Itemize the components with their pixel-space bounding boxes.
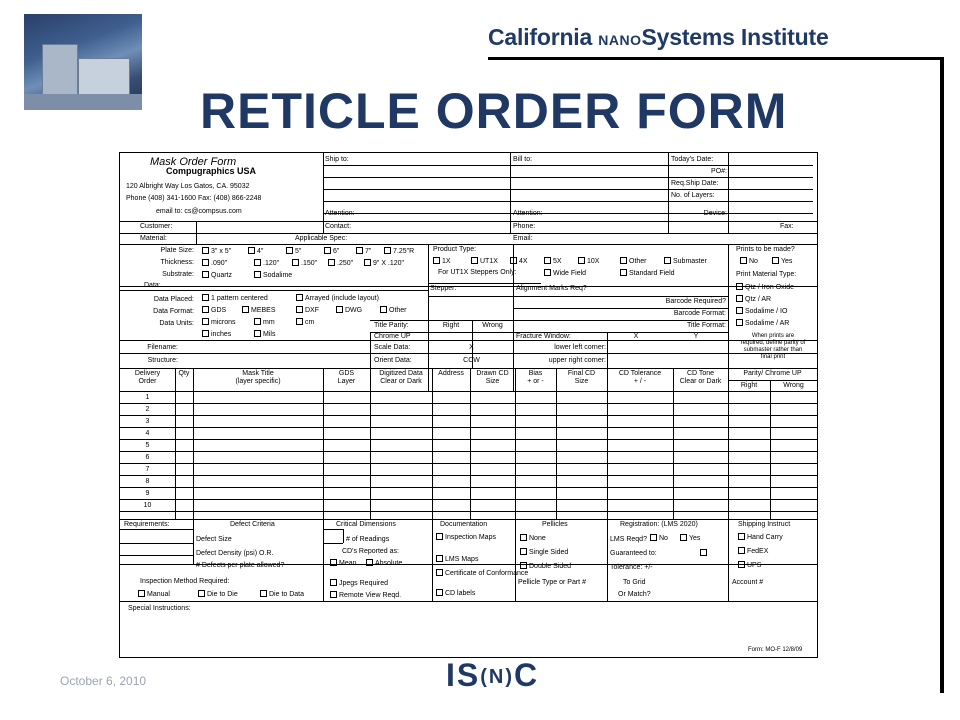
- plate-opt-1[interactable]: 3" x 5": [202, 247, 231, 256]
- title-parity-label: Title Parity:: [374, 322, 409, 329]
- parity-wrong: Wrong: [482, 322, 503, 329]
- print-material-label: Print Material Type:: [736, 271, 797, 278]
- guaranteed-label: Guaranteed to:: [610, 550, 657, 557]
- req-ship-date-label: Req.Ship Date:: [671, 180, 719, 187]
- row-number: 4: [145, 430, 150, 437]
- product-type-label: Product Type:: [433, 246, 477, 253]
- data-placed-label: Data Placed:: [153, 296, 194, 303]
- building-photo: [24, 14, 142, 110]
- page-title: RETICLE ORDER FORM: [200, 83, 788, 139]
- thick-opt-5[interactable]: 9" X .120": [364, 259, 404, 268]
- to-grid-label: To Grid: [623, 579, 646, 586]
- placed-opt-1[interactable]: 1 pattern centered: [202, 294, 268, 303]
- data-units-label: Data Units:: [159, 320, 194, 327]
- remote-view-option[interactable]: Remote View Reqd.: [330, 591, 401, 600]
- col-qty: Qty: [178, 370, 190, 377]
- plate-size-label: Plate Size:: [160, 247, 194, 254]
- placed-opt-2[interactable]: Arrayed (include layout): [296, 294, 379, 303]
- thick-opt-2[interactable]: .120": [254, 259, 279, 268]
- for-ut1x-label: For UT1X Steppers Only:: [438, 269, 517, 276]
- col-parity-right: Right: [740, 382, 758, 389]
- plate-opt-4[interactable]: 6": [324, 247, 339, 256]
- po-label: PO#:: [711, 168, 727, 175]
- thick-opt-4[interactable]: .250": [328, 259, 353, 268]
- row-number: 9: [145, 490, 150, 497]
- insp-opt-2[interactable]: Die to Die: [198, 590, 238, 599]
- ship-attention-label: Attention:: [325, 210, 355, 217]
- reticle-order-form: [119, 152, 818, 658]
- header-rule: [488, 57, 944, 60]
- num-layers-label: No. of Layers:: [671, 192, 715, 199]
- standard-field-option[interactable]: Standard Field: [620, 269, 675, 278]
- filename-label: Filename:: [147, 344, 178, 351]
- format-opt-2[interactable]: MEBES: [242, 306, 276, 315]
- todays-date-label: Today's Date:: [671, 156, 714, 163]
- orient-value: CCW: [463, 357, 480, 364]
- defect-density-label: Defect Density (psi) O.R.: [196, 550, 274, 557]
- row-number: 2: [145, 406, 150, 413]
- critical-dims-label: Critical Dimensions: [336, 521, 396, 528]
- pellicle-type-label: Pellicle Type or Part #: [518, 579, 586, 586]
- format-opt-4[interactable]: DWG: [336, 306, 362, 315]
- sub-opt-2[interactable]: Sodalime: [254, 271, 292, 280]
- sub-opt-1[interactable]: Quartz: [202, 271, 232, 280]
- unit-opt-5[interactable]: Mils: [254, 330, 275, 339]
- bill-attention-label: Attention:: [513, 210, 543, 217]
- thick-opt-1[interactable]: .090": [202, 259, 227, 268]
- form-id: Form: MO-F 12/8/09: [748, 647, 803, 653]
- ship-to-label: Ship to:: [325, 156, 349, 163]
- material-label: Material:: [140, 235, 167, 242]
- doc-opt-2[interactable]: LMS Maps: [436, 555, 478, 564]
- col-cd-tolerance: CD Tolerance + / -: [618, 370, 662, 385]
- defect-criteria-label: Defect Criteria: [230, 521, 275, 528]
- upper-right-label: upper right corner:: [548, 357, 606, 364]
- thickness-label: Thickness:: [160, 259, 194, 266]
- prints-no[interactable]: No: [740, 257, 758, 266]
- email-label: Email:: [513, 235, 533, 242]
- vendor-company: Compugraphics USA: [166, 166, 257, 176]
- requirements-label: Requirements:: [124, 521, 170, 528]
- insp-opt-3[interactable]: Die to Data: [260, 590, 304, 599]
- unit-opt-1[interactable]: microns: [202, 318, 236, 327]
- jpegs-option[interactable]: Jpegs Required: [330, 579, 388, 588]
- num-readings-label: # of Readings: [346, 536, 390, 543]
- scale-value: X: [469, 344, 474, 351]
- print-opt-1[interactable]: Qtz / Iron Oxide: [736, 283, 794, 292]
- doc-opt-4[interactable]: CD labels: [436, 589, 475, 598]
- row-number: 3: [145, 418, 150, 425]
- lower-left-label: lower left corner:: [554, 344, 606, 351]
- row-number: 6: [145, 454, 150, 461]
- plate-opt-3[interactable]: 5": [286, 247, 301, 256]
- unit-opt-4[interactable]: inches: [202, 330, 231, 339]
- scale-data-label: Scale Data:: [374, 344, 411, 351]
- barcode-required-label: Barcode Required?: [665, 298, 726, 305]
- insp-method-label: Inspection Method Required:: [140, 578, 230, 585]
- col-cd-tone: CD Tone Clear or Dark: [679, 370, 722, 385]
- fracture-label: Fracture Window:: [516, 333, 571, 340]
- defect-size-label: Defect Size: [196, 536, 232, 543]
- row-number: 1: [145, 394, 150, 401]
- row-number: 7: [145, 466, 150, 473]
- col-bias: Bias + or -: [527, 370, 544, 385]
- orient-data-label: Orient Data:: [374, 357, 412, 364]
- fax-label: Fax:: [780, 223, 794, 230]
- col-final-cd: Final CD Size: [567, 370, 596, 385]
- substrate-label: Substrate:: [162, 271, 194, 278]
- col-digitized: Digitized Data Clear or Dark: [379, 370, 423, 385]
- prod-opt-2[interactable]: UT1X: [471, 257, 498, 266]
- applicable-spec-label: Applicable Spec:: [295, 235, 348, 242]
- row-number: 8: [145, 478, 150, 485]
- ship-opt-3[interactable]: UPS: [738, 561, 761, 570]
- insp-opt-1[interactable]: Manual: [138, 590, 170, 599]
- cd-absolute-option[interactable]: Absolute: [366, 559, 402, 568]
- bill-to-label: Bill to:: [513, 156, 533, 163]
- tolerance-label: Tolerance: +/-: [610, 564, 653, 571]
- prod-opt-1[interactable]: 1X: [433, 257, 451, 266]
- ship-opt-1[interactable]: Hand Carry: [738, 533, 783, 542]
- parity-right: Right: [442, 322, 460, 329]
- or-match-label: Or Match?: [618, 591, 651, 598]
- format-opt-5[interactable]: Other: [380, 306, 407, 315]
- doc-opt-1[interactable]: Inspection Maps: [436, 533, 496, 542]
- pell-opt-2[interactable]: Single Sided: [520, 548, 568, 557]
- thick-opt-3[interactable]: .150": [292, 259, 317, 268]
- when-prints-note: When prints are required, define parity of submaster rather than final print: [740, 333, 806, 360]
- contact-label: Contact:: [325, 223, 352, 230]
- vendor-phone: Phone (408) 341-1600 Fax: (408) 866-2248: [126, 195, 262, 202]
- prod-opt-4[interactable]: 5X: [544, 257, 562, 266]
- prod-opt-6[interactable]: Other: [620, 257, 647, 266]
- iscnc-logo: IS(N)C: [446, 657, 540, 693]
- device-label: Device:: [703, 210, 727, 217]
- customer-label: Customer:: [140, 223, 173, 230]
- lms-reqd-label: LMS Reqd?: [610, 536, 647, 543]
- vendor-email: email to: cs@compsus.com: [156, 208, 242, 215]
- pell-opt-3[interactable]: Double Sided: [520, 562, 571, 571]
- print-opt-2[interactable]: Qtz / AR: [736, 295, 771, 304]
- prod-opt-3[interactable]: 4X: [510, 257, 528, 266]
- prints-label: Prints to be made?: [736, 246, 795, 253]
- doc-opt-3[interactable]: Certificate of Conformance: [436, 569, 528, 578]
- format-opt-3[interactable]: DXF: [296, 306, 319, 315]
- prints-yes[interactable]: Yes: [772, 257, 792, 266]
- unit-opt-3[interactable]: cm: [296, 318, 314, 327]
- shipping-label: Shipping Instruct: [738, 521, 791, 528]
- plate-opt-5[interactable]: 7": [356, 247, 371, 256]
- lms-no[interactable]: No: [650, 534, 668, 543]
- pellicles-label: Pellicles: [542, 521, 568, 528]
- col-gds: GDS Layer: [337, 370, 356, 385]
- cds-reported-label: CD's Reported as:: [342, 548, 399, 555]
- print-opt-4[interactable]: Sodalime / AR: [736, 319, 789, 328]
- fracture-y: Y: [693, 333, 699, 340]
- pell-opt-1[interactable]: None: [520, 534, 546, 543]
- prod-opt-7[interactable]: Submaster: [664, 257, 707, 266]
- col-parity-wrong: Wrong: [783, 382, 804, 389]
- plate-opt-2[interactable]: 4": [248, 247, 263, 256]
- vendor-address: 120 Albright Way Los Gatos, CA. 95032: [126, 183, 250, 190]
- cd-mean-option[interactable]: Mean: [330, 559, 357, 568]
- lms-yes[interactable]: Yes: [680, 534, 700, 543]
- prod-opt-5[interactable]: 10X: [578, 257, 599, 266]
- col-parity: Parity/ Chrome UP: [743, 370, 802, 377]
- institute-brand: California NANOSystems Institute: [488, 24, 829, 50]
- alignment-label: Alignment Marks Req?: [516, 285, 587, 292]
- stepper-label: Stepper:: [430, 285, 457, 292]
- defects-per-plate-label: # Defects per plate allowed?: [196, 562, 285, 569]
- wide-field-option[interactable]: Wide Field: [544, 269, 586, 278]
- registration-label: Registration: (LMS 2020): [620, 521, 698, 528]
- documentation-label: Documentation: [440, 521, 488, 528]
- structure-label: Structure:: [147, 357, 178, 364]
- side-rule: [940, 57, 944, 693]
- col-address: Address: [438, 370, 464, 377]
- chrome-up-label: Chrome UP: [374, 333, 411, 340]
- data-label: Data:: [144, 282, 161, 289]
- special-instructions-label: Special Instructions:: [128, 605, 191, 612]
- unit-opt-2[interactable]: mm: [254, 318, 275, 327]
- row-number: 5: [145, 442, 150, 449]
- row-number: 10: [143, 502, 152, 509]
- fracture-x: X: [633, 333, 639, 340]
- phone-label: Phone:: [513, 223, 536, 230]
- title-format-label: Title Format:: [686, 322, 726, 329]
- account-label: Account #: [732, 579, 764, 586]
- guaranteed-check[interactable]: [700, 549, 709, 558]
- col-drawn-cd: Drawn CD Size: [476, 370, 509, 385]
- vendor-title: Mask Order Form: [150, 156, 237, 168]
- barcode-format-label: Barcode Format:: [673, 310, 726, 317]
- format-opt-1[interactable]: GDS: [202, 306, 226, 315]
- footer-date: October 6, 2010: [60, 674, 147, 688]
- data-format-label: Data Format:: [153, 308, 194, 315]
- print-opt-3[interactable]: Sodalime / IO: [736, 307, 787, 316]
- ship-opt-2[interactable]: FedEX: [738, 547, 768, 556]
- col-mask-title: Mask Title (layer specific): [235, 370, 281, 385]
- plate-opt-6[interactable]: 7.25"R: [384, 247, 414, 256]
- col-delivery: Delivery Order: [134, 370, 161, 385]
